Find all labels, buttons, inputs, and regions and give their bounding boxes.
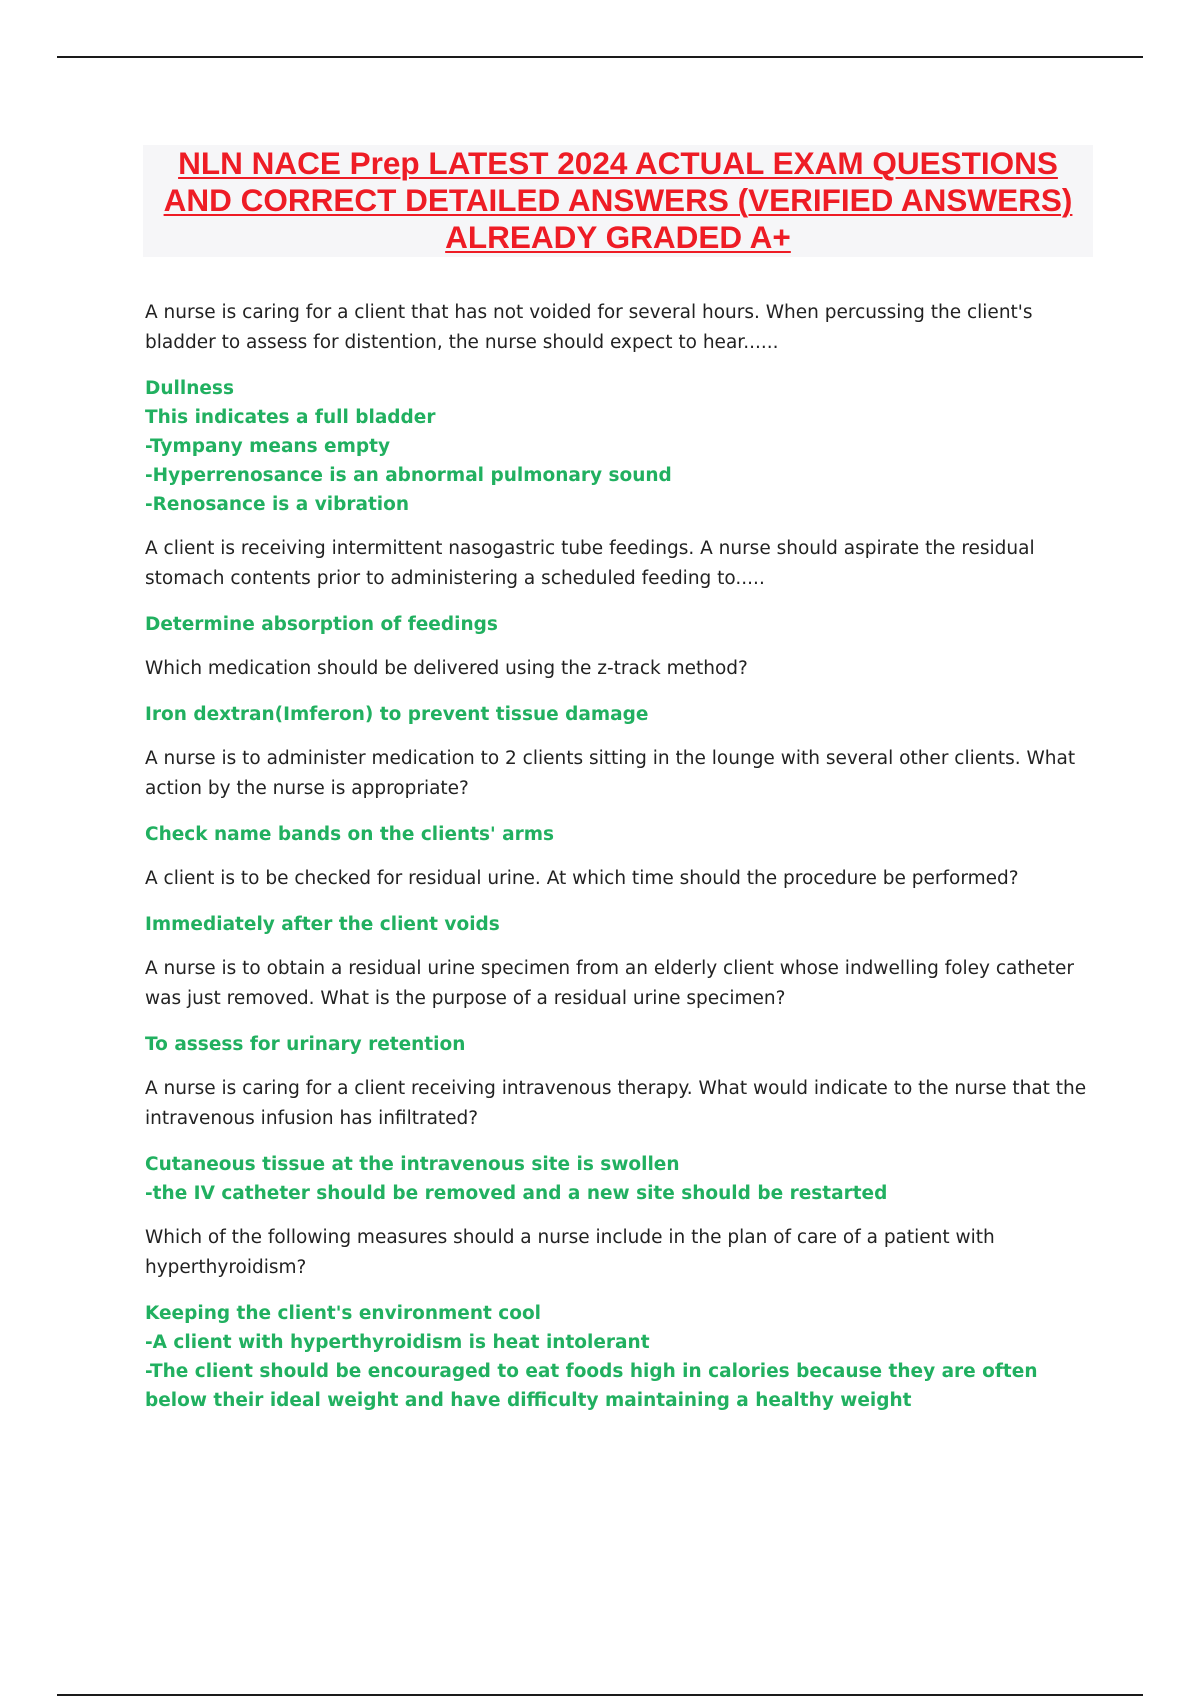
question-text: A client is receiving intermittent nasogastric tube feedings. A nurse should aspirate the residual stomach contents prior to administering a scheduled feeding to.....: [145, 538, 1035, 589]
answer-block: [145, 910, 1095, 939]
answer-line: Check name bands on the clients' arms: [145, 824, 555, 845]
answer-line: Determine absorption of feedings: [145, 614, 498, 635]
question-text: Which medication should be delivered using the z-track method?: [145, 658, 748, 679]
qa-item: [145, 1074, 1095, 1208]
qa-list: [145, 298, 1095, 1430]
answer-block: [145, 1299, 1095, 1415]
answer-line: -A client with hyperthyroidism is heat intolerant: [145, 1332, 650, 1353]
title-line-1: NLN NACE Prep LATEST 2024 ACTUAL EXAM QUESTIONS: [178, 145, 1058, 181]
answer-line: Dullness: [145, 378, 234, 399]
qa-item: [145, 654, 1095, 729]
answer-line: Keeping the client's environment cool: [145, 1303, 541, 1324]
qa-item: [145, 744, 1095, 849]
answer-block: [145, 700, 1095, 729]
answer-block: [145, 1030, 1095, 1059]
answer-block: [145, 610, 1095, 639]
qa-item: [145, 298, 1095, 519]
qa-item: [145, 954, 1095, 1059]
question-text: A nurse is to administer medication to 2 clients sitting in the lounge with several other clients. What action by the nurse is appropriate?: [145, 748, 1076, 799]
title-line-3: ALREADY GRADED A+: [445, 219, 791, 255]
answer-line: Cutaneous tissue at the intravenous site is swollen: [145, 1154, 680, 1175]
bottom-divider: [57, 1694, 1143, 1696]
question-text: A nurse is to obtain a residual urine specimen from an elderly client whose indwelling foley catheter was just removed. What is the purpose of a residual urine specimen?: [145, 958, 1074, 1009]
question-text: Which of the following measures should a nurse include in the plan of care of a patient with hyperthyroidism?: [145, 1227, 995, 1278]
answer-line: -Tympany means empty: [145, 436, 391, 457]
top-divider: [57, 56, 1143, 58]
answer-line: Iron dextran(Imferon) to prevent tissue damage: [145, 704, 649, 725]
answer-line: To assess for urinary retention: [145, 1034, 466, 1055]
document-title: [143, 145, 1093, 257]
answer-line: -Hyperrenosance is an abnormal pulmonary sound: [145, 465, 672, 486]
answer-line: -The client should be encouraged to eat foods high in calories because they are often below their ideal weight and have difficulty maintaining a healthy weight: [145, 1361, 1038, 1411]
qa-item: [145, 534, 1095, 639]
answer-line: -the IV catheter should be removed and a new site should be restarted: [145, 1183, 888, 1204]
answer-block: [145, 1150, 1095, 1208]
answer-block: [145, 820, 1095, 849]
qa-item: [145, 1223, 1095, 1415]
question-text: A nurse is caring for a client that has not voided for several hours. When percussing the client's bladder to assess for distention, the nurse should expect to hear......: [145, 302, 1033, 353]
question-text: A client is to be checked for residual urine. At which time should the procedure be performed?: [145, 868, 1019, 889]
answer-line: -Renosance is a vibration: [145, 494, 410, 515]
title-line-2: AND CORRECT DETAILED ANSWERS (VERIFIED ANSWERS): [163, 182, 1073, 218]
answer-block: [145, 374, 1095, 519]
answer-line: This indicates a full bladder: [145, 407, 436, 428]
qa-item: [145, 864, 1095, 939]
question-text: A nurse is caring for a client receiving intravenous therapy. What would indicate to the nurse that the intravenous infusion has infiltrated?: [145, 1078, 1087, 1129]
answer-line: Immediately after the client voids: [145, 914, 500, 935]
